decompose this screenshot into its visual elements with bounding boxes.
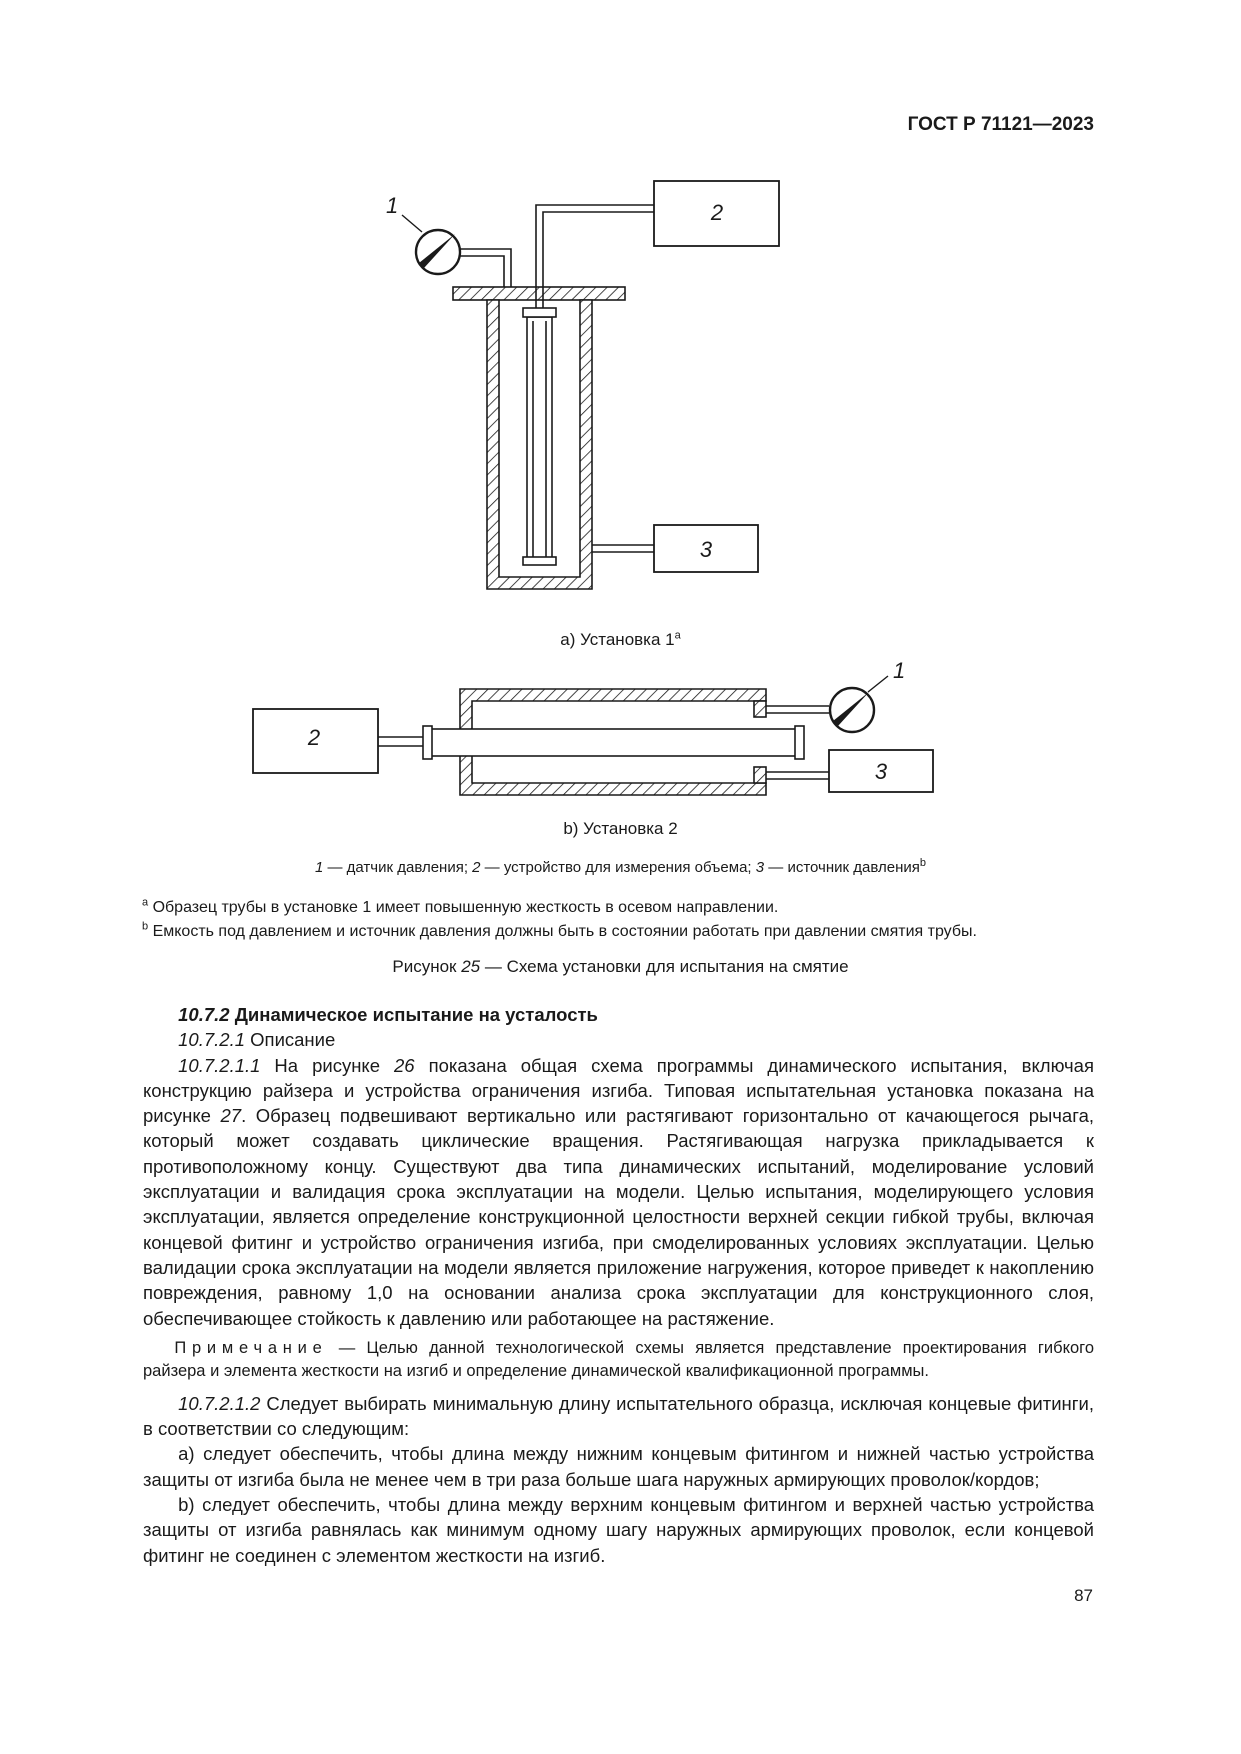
setup-a-box-3-label: 3 <box>699 537 713 562</box>
footnote-a: $^a$ Образец трубы в установке 1 имеет повышенную жесткость в осевом направлении. <box>142 896 779 916</box>
setup-b-caption: b) Установка 2 <box>563 819 678 838</box>
setup-b-box-2-label: 2 <box>307 725 321 750</box>
note: Примечание — Целью данной технологической схемы является представление проектирования гибкого райзера и элемента жесткости на изгиб и определение динамической квалификационной программы. <box>143 1338 1094 1380</box>
section-heading: 10.7.2 Динамическое испытание на усталость <box>178 1004 598 1025</box>
list-item-b: b) следует обеспечить, чтобы длина между верхним концевым фитингом и верхней частью устройства защиты от изгиба равнялась как минимум одному шагу наружных армирующих проволок, если концевой фитинг не соединен с элементом жесткости на изгиб. <box>143 1494 1094 1566</box>
paragraph-10-7-2-1-2: 10.7.2.1.2 Следует выбирать минимальную длину испытательного образца, исключая концевые фитинги, в соответствии со следующим: <box>143 1392 1094 1440</box>
setup-a-gauge-label: 1 <box>386 193 399 218</box>
page-number: 87 <box>1074 1586 1093 1605</box>
list-item-a: а) следует обеспечить, чтобы длина между нижним концевым фитингом и нижней частью устройства защиты от изгиба была не менее чем в три раза больше шага наружных армирующих проволок/кордов; <box>143 1443 1094 1490</box>
setup-a-caption: а) Установка 1$^a$ <box>560 629 681 649</box>
setup-b-gauge-label: 1 <box>893 658 906 683</box>
setup-b-box-3-label: 3 <box>874 759 888 784</box>
paragraph-10-7-2-1-1: 10.7.2.1.1 На рисунке 26 показана общая схема программы динамического испытания, включая конструкцию райзера и устройства ограничения изгиба. Типовая испытательная установка показана на рисунке 27. Образец подвешивают вертикально или растягивают горизонтально от качающегося рычага, который может создавать циклические вращения. Растягивающая нагрузка прикладывается к противоположному концу. Существуют два типа динамических испытаний, моделирование условий эксплуатации и валидация срока эксплуатации на модели. Целью испытания, моделирующего условия эксплуатации, является определение конструкционной целостности верхней секции гибкой трубы, включая концевой фитинг и устройство ограничения изгиба, при смоделированных условиях эксплуатации. Целью валидации срока эксплуатации на модели является приложение нагружения, которое приведет к накоплению повреждения, равному 1,0 на основании анализа срока эксплуатации для конструкционного слоя, обеспечивающее стойкость к давлению или работающее на растяжение. <box>143 1054 1094 1329</box>
figure-title: Рисунок 25 — Схема установки для испытания на смятие <box>392 957 849 976</box>
setup-b-diagram <box>253 658 933 795</box>
standard-designation: ГОСТ Р 71121—2023 <box>907 114 1094 135</box>
section-body <box>143 1002 1094 1568</box>
figure-legend: 1 — датчик давления; 2 — устройство для измерения объема; 3 — источник давления$^b$ <box>314 857 926 876</box>
setup-a-diagram <box>386 181 779 589</box>
setup-a-box-2-label: 2 <box>710 200 724 225</box>
figure-25-diagram <box>0 0 1241 860</box>
footnote-b: $^b$ Емкость под давлением и источник давления должны быть в состоянии работать при давлении смятия трубы. <box>142 920 977 940</box>
subsection-heading: 10.7.2.1 Описание <box>178 1029 336 1051</box>
